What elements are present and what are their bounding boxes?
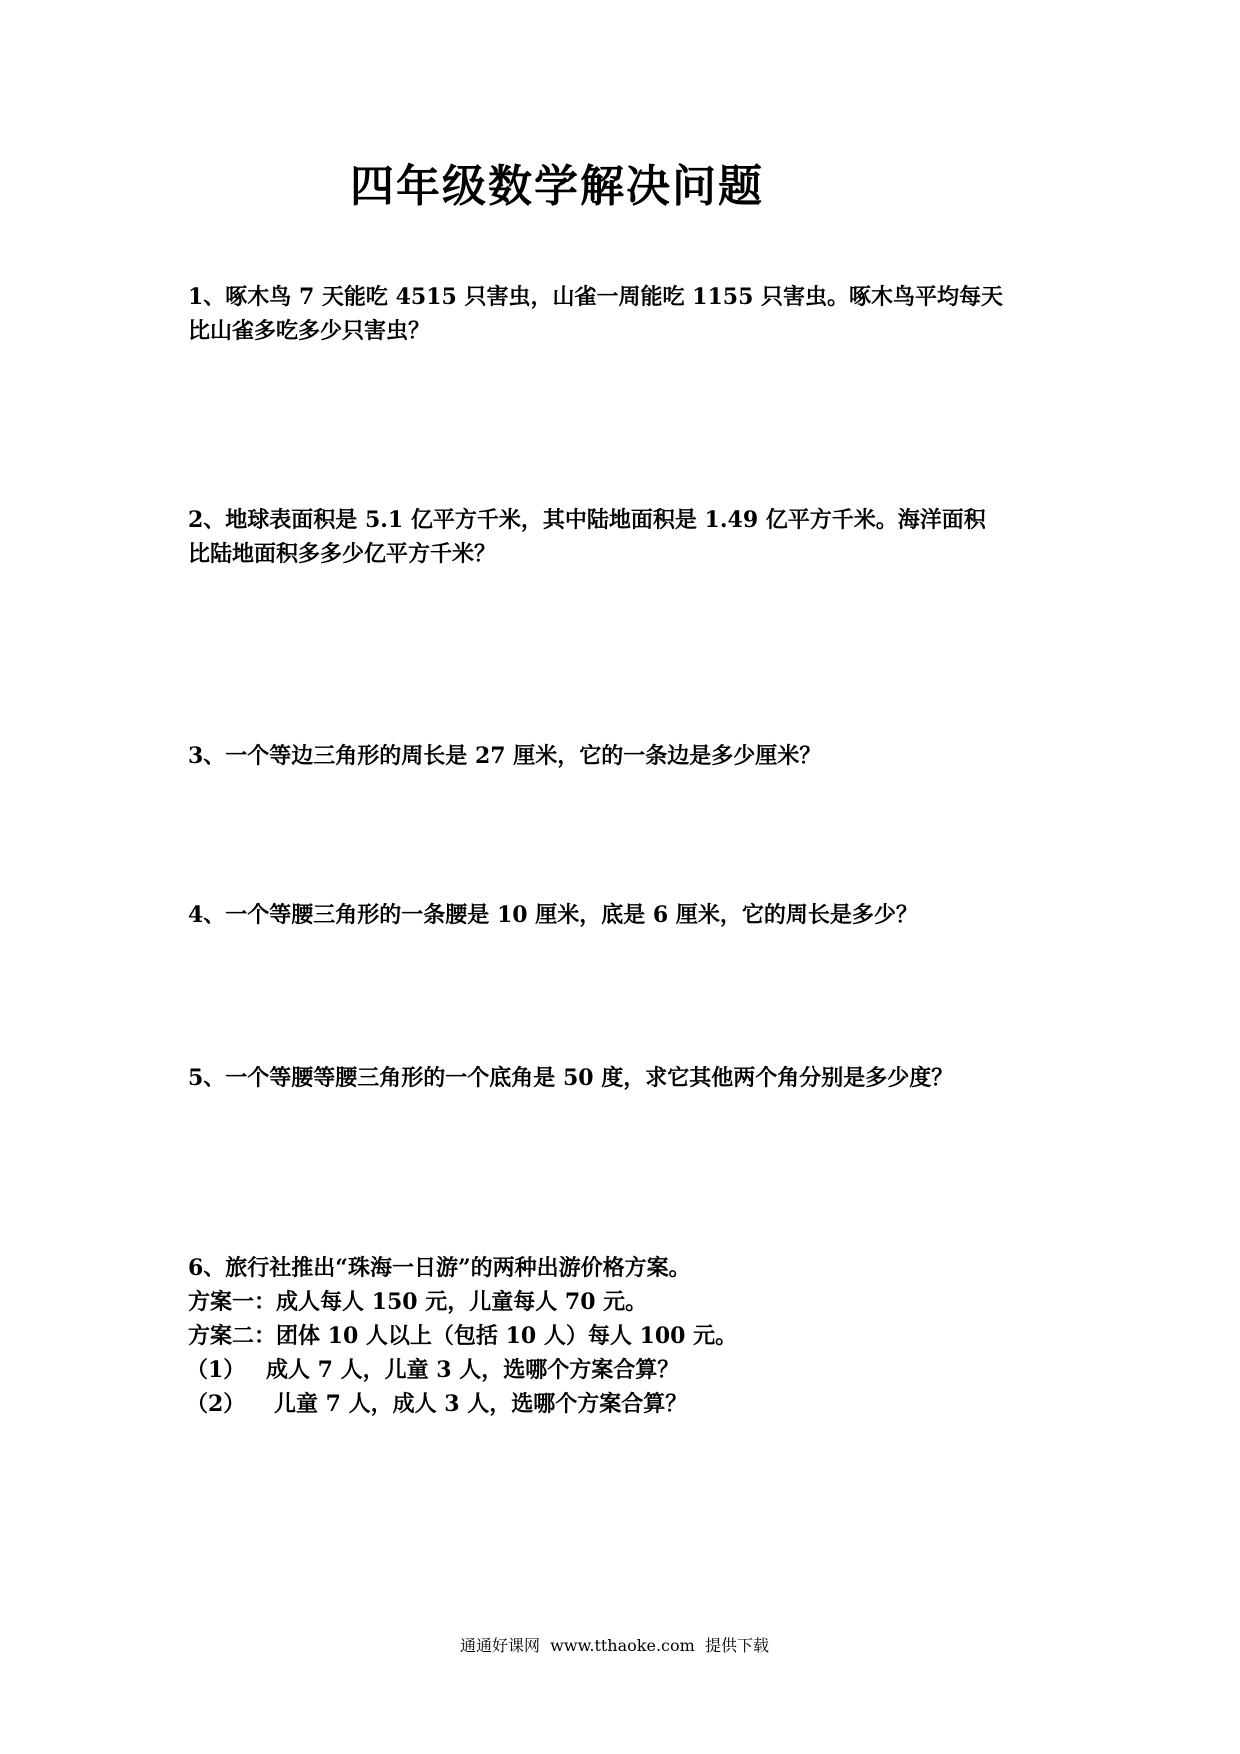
question-2 [188, 503, 986, 571]
question-2-line-2: 比陆地面积多多少亿平方千米？ [188, 541, 497, 567]
page-footer: 通通好课网 www.tthaoke.com 提供下载 [460, 1636, 769, 1655]
question-6-part-2 [186, 1387, 737, 1421]
question-6-part-2-text: 儿童 7 人，成人 3 人，选哪个方案合算？ [274, 1391, 688, 1417]
question-4 [188, 898, 918, 932]
question-5 [188, 1061, 953, 1095]
question-6-part-2-number: （2） [186, 1391, 246, 1417]
question-6-part-1-number: （1） [186, 1357, 246, 1383]
question-3-line-1: 3、一个等边三角形的周长是 27 厘米，它的一条边是多少厘米？ [188, 743, 822, 769]
question-6-part-1-text: 成人 7 人，儿童 3 人，选哪个方案合算？ [266, 1357, 680, 1383]
question-1-line-2: 比山雀多吃多少只害虫？ [188, 318, 431, 344]
question-4-line-1: 4、一个等腰三角形的一条腰是 10 厘米，底是 6 厘米，它的周长是多少？ [188, 902, 918, 928]
question-2-line-1: 2、地球表面积是 5.1 亿平方千米，其中陆地面积是 1.49 亿平方千米。海洋面积 [188, 507, 986, 533]
question-5-line-1: 5、一个等腰等腰三角形的一个底角是 50 度，求它其他两个角分别是多少度？ [188, 1065, 954, 1091]
question-6-plan-2: 方案二：团体 10 人以上（包括 10 人）每人 100 元。 [188, 1323, 738, 1349]
question-1 [188, 280, 1003, 348]
question-6-plan-1: 方案一：成人每人 150 元，儿童每人 70 元。 [188, 1289, 648, 1315]
question-6 [188, 1251, 737, 1421]
question-3 [188, 739, 821, 773]
question-6-part-1 [186, 1353, 737, 1387]
question-6-intro: 6、旅行社推出“珠海一日游”的两种出游价格方案。 [188, 1255, 691, 1281]
question-1-line-1: 1、啄木鸟 7 天能吃 4515 只害虫，山雀一周能吃 1155 只害虫。啄木鸟平均每天 [188, 284, 1004, 310]
page-title: 四年级数学解决问题 [350, 161, 764, 212]
